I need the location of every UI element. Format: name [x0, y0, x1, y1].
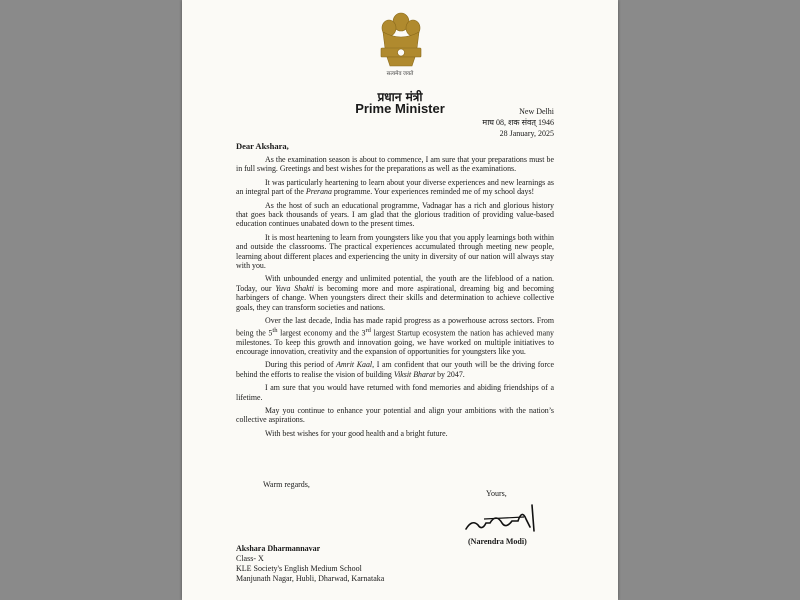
paragraph: With best wishes for your good health and a bright future. [265, 428, 448, 438]
paragraph: As the host of such an educational programme, Vadnagar has a rich and glorious history that goes back thousands of years. I am glad that the glorious tradition of providing value-based education continues unabated down to the present times. [236, 200, 554, 229]
national-emblem-icon [369, 8, 433, 78]
paragraph: Over the last decade, India has made rapid progress as a powerhouse across sectors. From being the 5th largest economy and the 3rd largest Startup ecosystem the nation has achieved many milestones. To keep this growth and innovation going, we have worked on multiple initiatives to encourage innovation, creativity and the expansion of opportunities for youngsters like you. [236, 316, 555, 356]
recipient-address: Manjunath Nagar, Hubli, Dharwad, Karnataka [236, 574, 385, 583]
closing: Warm regards, [263, 480, 310, 489]
letter-page [182, 0, 618, 600]
emblem-motto: सत्यमेव जयते [386, 71, 414, 77]
paragraph: It was particularly heartening to learn about your diverse experiences and new learnings as an integral part of the Prerana programme. Your experiences reminded me of my school days! [236, 177, 554, 197]
paragraph: With unbounded energy and unlimited potential, the youth are the lifeblood of a nation. Today, our Yuva Shakti is becoming more and more aspirational, dreaming big and becoming harbingers of change. When youngsters direct their skills and determination to achieve collective goals, they can transform societies and nations. [236, 274, 554, 312]
paragraph: It is most heartening to learn from youngsters like you that you apply learnings both within and outside the classrooms. The practical experiences accumulated through meeting new people, learning about different places and experiencing the unity in diversity of our nation will always stay with you. [236, 232, 554, 271]
letter-date: 28 January, 2025 [499, 129, 554, 138]
office-title-hindi: प्रधान मंत्री [377, 90, 423, 104]
paragraph: May you continue to enhance your potential and align your ambitions with the nation’s collective aspirations. [236, 405, 554, 425]
paragraph: As the examination season is about to commence, I am sure that your preparations must be in full swing. Greetings and best wishes for the preparations as well as the examinations. [236, 155, 554, 174]
signer-name: (Narendra Modi) [468, 537, 527, 546]
paragraph: During this period of Amrit Kaal, I am confident that our youth will be the driving force behind the efforts to realise the vision of building Viksit Bharat by 2047. [236, 360, 554, 379]
office-title-english: Prime Minister [355, 101, 445, 116]
date-block [482, 106, 554, 139]
signature [462, 501, 542, 537]
hindi-date: माघ 08, शक संवत् 1946 [482, 118, 554, 127]
yours: Yours, [486, 489, 507, 498]
letter-body [236, 155, 554, 442]
salutation: Dear Akshara, [236, 141, 289, 151]
paragraph: I am sure that you would have returned with fond memories and abiding friendships of a lifetime. [236, 383, 554, 402]
recipient-name: Akshara Dharmannavar [236, 544, 321, 553]
recipient-school: KLE Society's English Medium School [236, 564, 362, 573]
recipient-block [236, 544, 384, 584]
recipient-class: Class- X [236, 554, 264, 563]
place: New Delhi [519, 107, 554, 116]
